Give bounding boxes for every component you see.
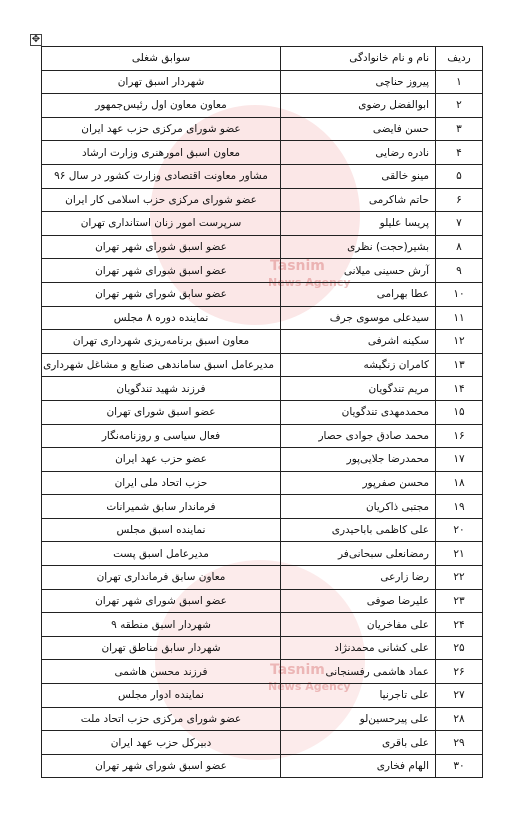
table-row [42, 731, 483, 755]
cell-index: ۹ [436, 259, 483, 283]
table-row [42, 306, 483, 330]
cell-name: الهام فخاری [281, 754, 436, 778]
cell-name: ابوالفضل رضوی [281, 94, 436, 118]
cell-index: ۲۲ [436, 566, 483, 590]
cell-name: کامران زنگیشه [281, 353, 436, 377]
table-header-row [42, 47, 483, 71]
cell-history: عضو اسبق شورای تهران [42, 400, 281, 424]
cell-index: ۷ [436, 212, 483, 236]
table-row [42, 70, 483, 94]
cell-name: علی باقری [281, 731, 436, 755]
cell-history: شهردار سابق مناطق تهران [42, 636, 281, 660]
table-row [42, 471, 483, 495]
table-row [42, 707, 483, 731]
cell-name: محمدرضا جلایی‌پور [281, 448, 436, 472]
table-row [42, 330, 483, 354]
table-row [42, 495, 483, 519]
header-name: نام و نام خانوادگی [281, 47, 436, 71]
watermark-agency: News Agency [268, 680, 351, 693]
cell-name: علی پیرحسین‌لو [281, 707, 436, 731]
table-row [42, 636, 483, 660]
cell-name: بشیر(حجت) نظری [281, 235, 436, 259]
header-history: سوابق شغلی [42, 47, 281, 71]
table-row [42, 660, 483, 684]
cell-name: سیدعلی موسوی جرف [281, 306, 436, 330]
cell-history: عضو اسبق شورای شهر تهران [42, 235, 281, 259]
cell-name: علی تاجرنیا [281, 684, 436, 708]
cell-history: دبیرکل حزب عهد ایران [42, 731, 281, 755]
cell-index: ۱۵ [436, 400, 483, 424]
cell-name: پیروز حناچی [281, 70, 436, 94]
cell-history: حزب اتحاد ملی ایران [42, 471, 281, 495]
cell-history: فرزند شهید تندگویان [42, 377, 281, 401]
cell-index: ۱ [436, 70, 483, 94]
cell-name: علی مفاخریان [281, 613, 436, 637]
cell-history: شهردار اسبق منطقه ۹ [42, 613, 281, 637]
cell-index: ۱۸ [436, 471, 483, 495]
cell-name: آرش حسینی میلانی [281, 259, 436, 283]
cell-history: شهردار اسبق تهران [42, 70, 281, 94]
candidates-table [41, 46, 483, 778]
cell-index: ۲۷ [436, 684, 483, 708]
cell-index: ۵ [436, 164, 483, 188]
cell-history: مشاور معاونت اقتصادی وزارت کشور در سال ۹۶ [42, 164, 281, 188]
cell-index: ۳ [436, 117, 483, 141]
cell-name: محمد صادق جوادی حصار [281, 424, 436, 448]
cell-history: عضو حزب عهد ایران [42, 448, 281, 472]
table-row [42, 377, 483, 401]
cell-index: ۲۰ [436, 518, 483, 542]
table-row [42, 424, 483, 448]
table-row [42, 259, 483, 283]
cell-index: ۶ [436, 188, 483, 212]
table-row [42, 566, 483, 590]
table-row [42, 684, 483, 708]
cell-history: مدیرعامل اسبق پست [42, 542, 281, 566]
cell-index: ۱۰ [436, 282, 483, 306]
table-row [42, 212, 483, 236]
cell-index: ۲۴ [436, 613, 483, 637]
cell-history: عضو اسبق شورای شهر تهران [42, 754, 281, 778]
table-row [42, 589, 483, 613]
cell-name: عطا بهرامی [281, 282, 436, 306]
cell-index: ۴ [436, 141, 483, 165]
cell-history: فرماندار سابق شمیرانات [42, 495, 281, 519]
cell-history: مدیرعامل اسبق ساماندهی صنایع و مشاغل شهرداری [42, 353, 281, 377]
cell-index: ۲ [436, 94, 483, 118]
cell-index: ۱۹ [436, 495, 483, 519]
table-row [42, 188, 483, 212]
cell-index: ۱۱ [436, 306, 483, 330]
cell-history: سرپرست امور زنان استانداری تهران [42, 212, 281, 236]
table-row [42, 117, 483, 141]
cell-history: عضو شورای مرکزی حزب اتحاد ملت [42, 707, 281, 731]
cell-index: ۲۵ [436, 636, 483, 660]
cell-history: معاون معاون اول رئیس‌جمهور [42, 94, 281, 118]
cell-index: ۸ [436, 235, 483, 259]
cell-index: ۱۲ [436, 330, 483, 354]
cell-history: عضو اسبق شورای شهر تهران [42, 589, 281, 613]
cell-index: ۲۸ [436, 707, 483, 731]
cell-name: مینو خالقی [281, 164, 436, 188]
table-row [42, 94, 483, 118]
cell-history: نماینده دوره ۸ مجلس [42, 306, 281, 330]
cell-history: عضو اسبق شورای شهر تهران [42, 259, 281, 283]
table-move-handle-icon[interactable]: ✥ [31, 34, 41, 45]
watermark-agency: News Agency [268, 276, 351, 289]
cell-index: ۱۴ [436, 377, 483, 401]
cell-name: رمضانعلی سبحانی‌فر [281, 542, 436, 566]
table-row [42, 613, 483, 637]
cell-name: محسن صفرپور [281, 471, 436, 495]
cell-history: فرزند محسن هاشمی [42, 660, 281, 684]
watermark-brand: Tasnim [270, 662, 325, 678]
table-row [42, 353, 483, 377]
table-row [42, 235, 483, 259]
cell-index: ۲۱ [436, 542, 483, 566]
cell-name: حسن فایضی [281, 117, 436, 141]
cell-index: ۱۳ [436, 353, 483, 377]
cell-name: مجتبی ذاکریان [281, 495, 436, 519]
cell-name: علی کاظمی باباحیدری [281, 518, 436, 542]
table-row [42, 400, 483, 424]
cell-history: نماینده ادوار مجلس [42, 684, 281, 708]
cell-history: معاون سابق فرمانداری تهران [42, 566, 281, 590]
cell-name: رضا زارعی [281, 566, 436, 590]
cell-index: ۲۶ [436, 660, 483, 684]
table-row [42, 164, 483, 188]
cell-index: ۲۹ [436, 731, 483, 755]
cell-name: حاتم شاکرمی [281, 188, 436, 212]
cell-index: ۱۶ [436, 424, 483, 448]
cell-index: ۲۳ [436, 589, 483, 613]
cell-name: نادره رضایی [281, 141, 436, 165]
cell-name: عماد هاشمی رفسنجانی [281, 660, 436, 684]
watermark-brand: Tasnim [270, 258, 325, 274]
cell-history: عضو شورای مرکزی حزب اسلامی کار ایران [42, 188, 281, 212]
cell-history: عضو سابق شورای شهر تهران [42, 282, 281, 306]
header-index: ردیف [436, 47, 483, 71]
cell-history: معاون اسبق امورهنری وزارت ارشاد [42, 141, 281, 165]
cell-index: ۳۰ [436, 754, 483, 778]
cell-history: نماینده اسبق مجلس [42, 518, 281, 542]
cell-index: ۱۷ [436, 448, 483, 472]
cell-name: مریم تندگویان [281, 377, 436, 401]
table-row [42, 518, 483, 542]
table-row [42, 141, 483, 165]
table-row [42, 542, 483, 566]
cell-name: علی کشانی محمدنژاد [281, 636, 436, 660]
table-row [42, 282, 483, 306]
table-row [42, 754, 483, 778]
table-row [42, 448, 483, 472]
cell-name: سکینه اشرفی [281, 330, 436, 354]
cell-history: عضو شورای مرکزی حزب عهد ایران [42, 117, 281, 141]
cell-history: معاون اسبق برنامه‌ریزی شهرداری تهران [42, 330, 281, 354]
cell-history: فعال سیاسی و روزنامه‌نگار [42, 424, 281, 448]
cell-name: محمدمهدی تندگویان [281, 400, 436, 424]
cell-name: پریسا علیلو [281, 212, 436, 236]
cell-name: علیرضا صوفی [281, 589, 436, 613]
